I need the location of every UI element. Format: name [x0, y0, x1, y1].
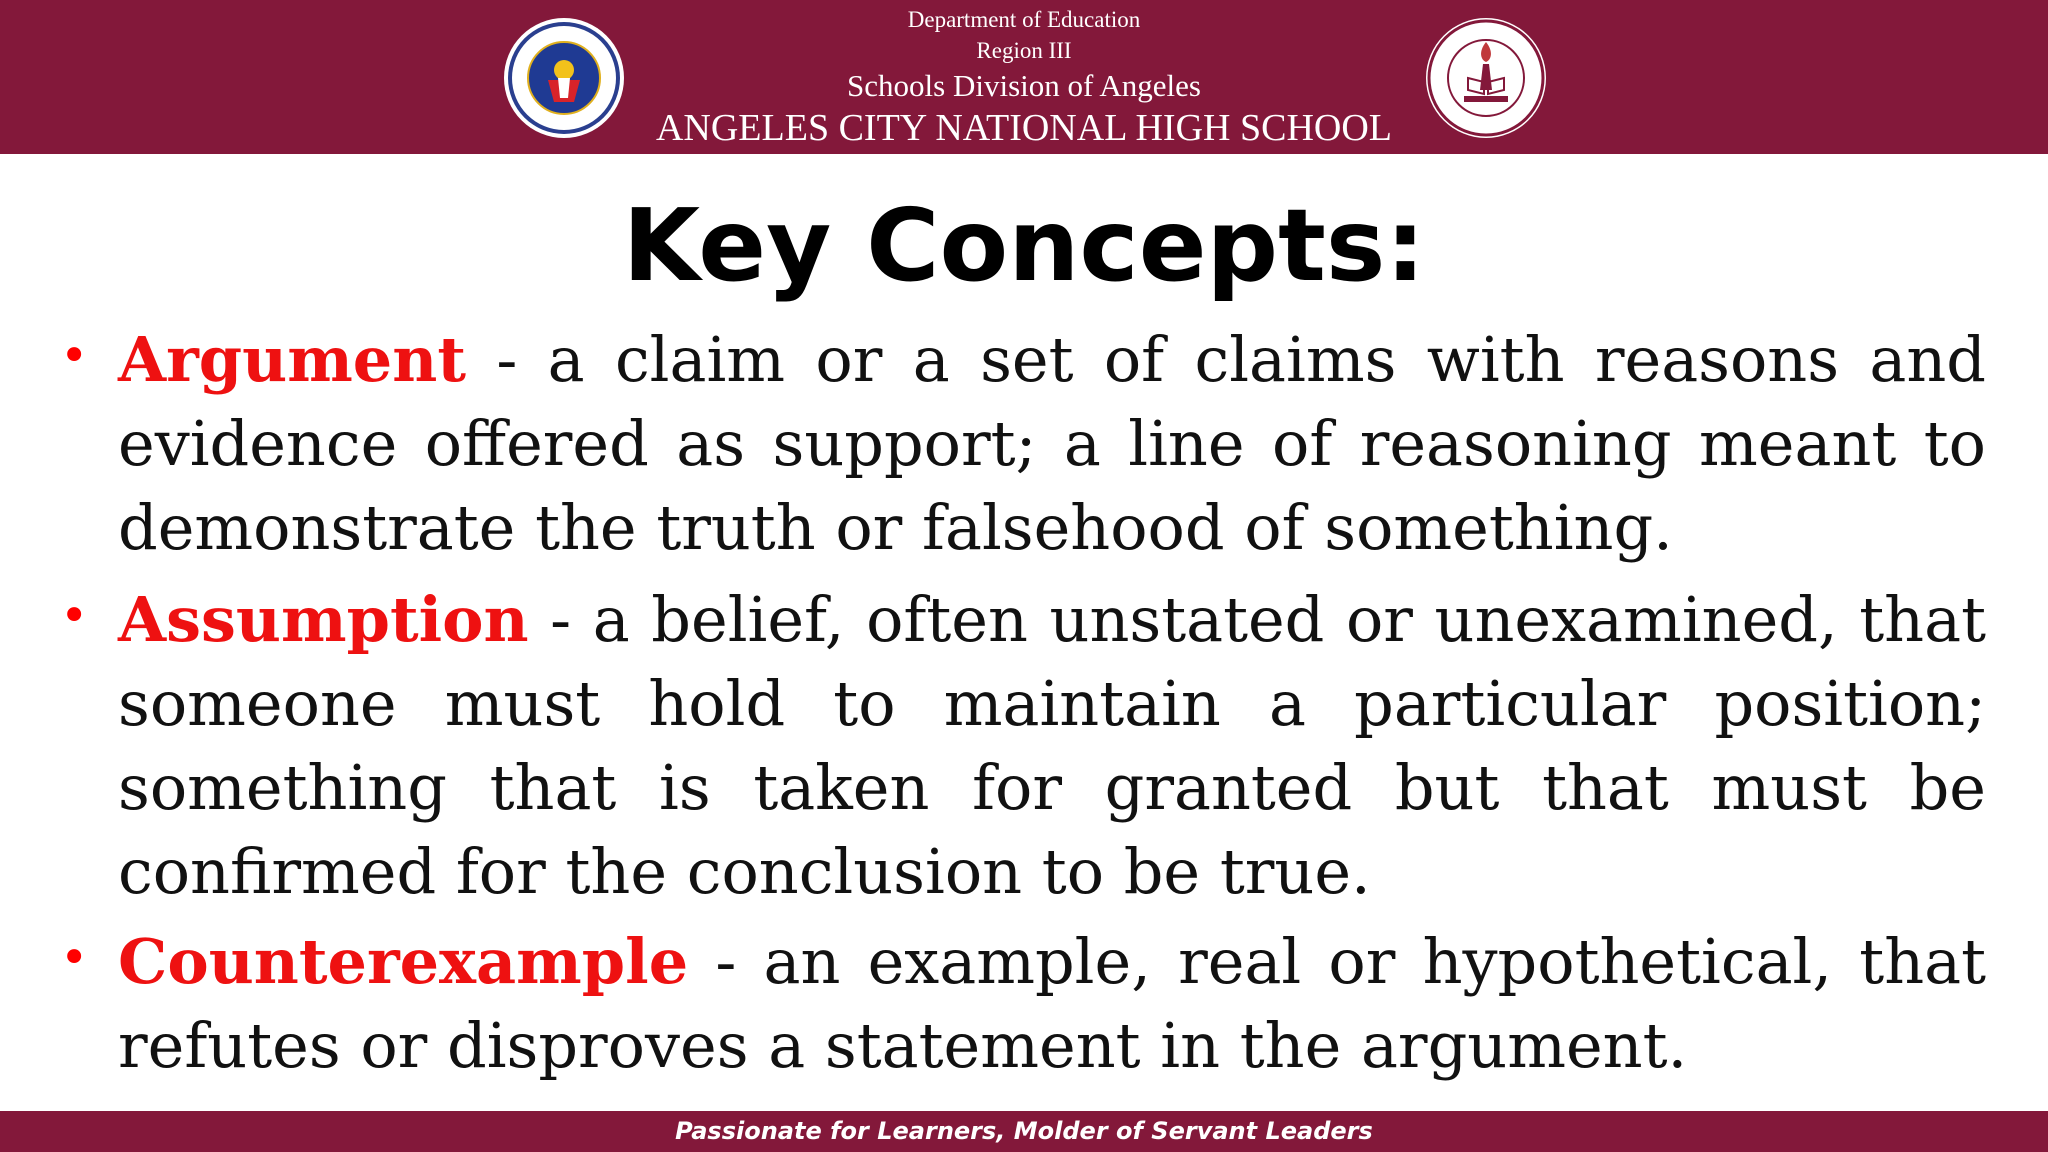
- bullet-icon: •: [60, 930, 89, 986]
- concept-term: Argument: [118, 323, 466, 396]
- footer-tagline: Passionate for Learners, Molder of Servant Leaders: [675, 1117, 1373, 1145]
- concept-term: Assumption: [118, 583, 529, 656]
- bullet-icon: •: [60, 328, 89, 384]
- concept-definition: - a belief, often unstated or unexamined, that someone must hold to maintain a particular position; something that is taken for granted but that must be confirmed for the conclusion to be true.: [118, 583, 1986, 908]
- division-label: Schools Division of Angeles: [847, 68, 1201, 103]
- concept-term: Counterexample: [118, 925, 689, 998]
- region-label: Region III: [976, 38, 1072, 63]
- concept-item-assumption: [118, 578, 1986, 914]
- concept-item-argument: [118, 318, 1986, 570]
- department-label: Department of Education: [907, 7, 1141, 32]
- footer-banner: [0, 1111, 2048, 1152]
- bullet-icon: •: [60, 588, 89, 644]
- concept-definition: - a claim or a set of claims with reasons and evidence offered as support; a line of reasoning meant to demonstrate the truth or falsehood of something.: [118, 323, 1986, 564]
- concept-item-counterexample: [118, 920, 1986, 1088]
- concept-definition: - an example, real or hypothetical, that refutes or disproves a statement in the argument.: [118, 925, 1986, 1082]
- school-name: ANGELES CITY NATIONAL HIGH SCHOOL: [655, 107, 1392, 149]
- slide-title: Key Concepts:: [622, 187, 1426, 304]
